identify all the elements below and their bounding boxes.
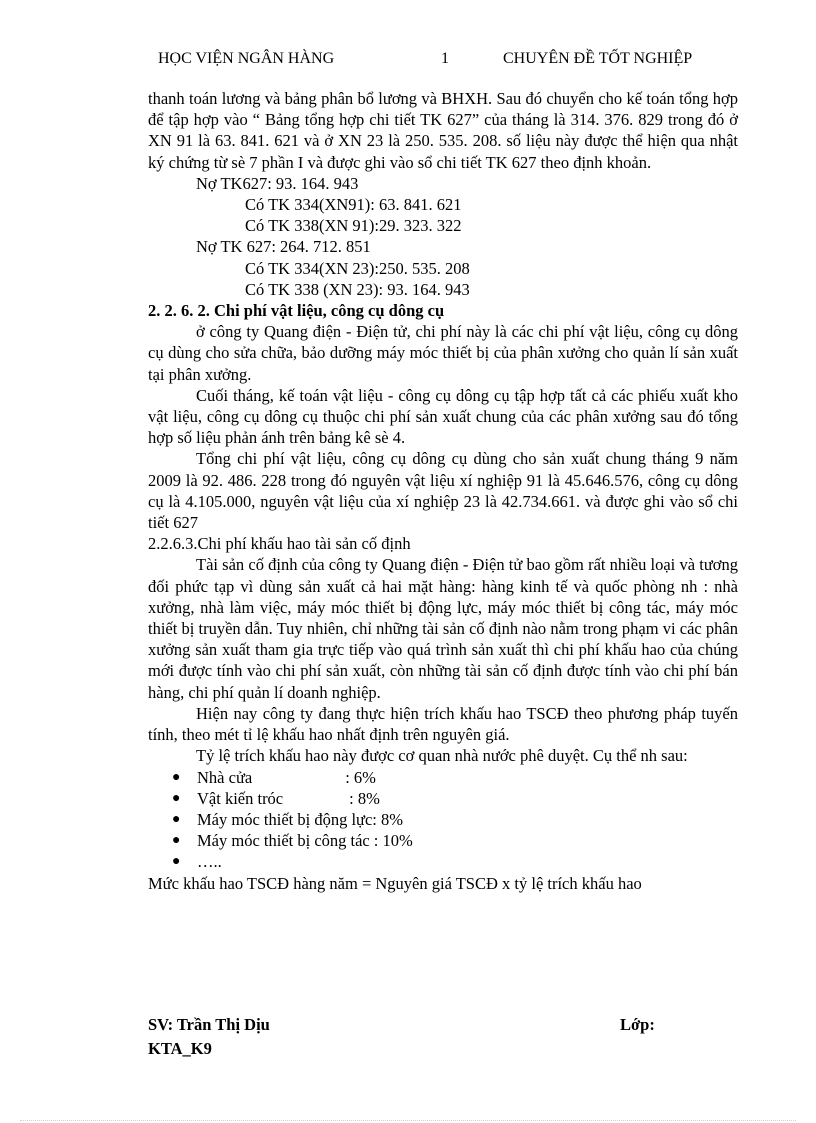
document-body <box>148 88 738 894</box>
section-heading-materials: 2. 2. 6. 2. Chi phí vật liệu, công cụ dông cụ <box>148 301 445 321</box>
paragraph-materials-3: Tổng chi phí vật liệu, công cụ dông cụ dùng cho sản xuất chung tháng 9 năm 2009 là 92. 486. 228 trong đó nguyên vật liệu xí nghiệp 91 là 45.646.576, công cụ dông cụ là 4.105.000, nguyên vật liệu của xí nghiệp 23 là 42.734.661. và được ghi vào sổ chi tiết 627 <box>148 449 738 533</box>
header-title: CHUYÊN ĐỀ TỐT NGHIỆP <box>503 50 693 67</box>
rate-label: ….. <box>197 852 222 872</box>
depreciation-formula: Mức khấu hao TSCĐ hàng năm = Nguyên giá TSCĐ x tỷ lệ trích khấu hao <box>148 873 642 893</box>
entry-debit-2: Nợ TK 627: 264. 712. 851 <box>196 237 371 257</box>
rate-label: Nhà cửa <box>197 767 253 787</box>
entry-credit-1a: Có TK 334(XN91): 63. 841. 621 <box>245 195 462 215</box>
bullet-icon: ● <box>172 854 181 870</box>
paragraph-depreciation-2: Hiện nay công ty đang thực hiện trích khấu hao TSCĐ theo phương pháp tuyến tính, theo mét tỉ lệ khấu hao nhất định trên nguyên giá. <box>148 703 738 745</box>
bullet-icon: ● <box>172 811 181 827</box>
rate-label: Máy móc thiết bị động lực <box>197 809 373 829</box>
paragraph-intro: thanh toán lương và bảng phân bổ lương và BHXH. Sau đó chuyển cho kế toán tổng hợp để tập hợp vào “ Bảng tổng hợp chi tiết TK 627” của tháng là 314. 376. 829 trong đó ở XN 91 là 63. 841. 621 và ở XN 23 là 250. 535. 208. số liệu này được thể hiện qua nhật ký chứng từ sè 7 phần I và được ghi vào sổ chi tiết TK 627 theo định khoản. <box>148 89 738 172</box>
bullet-icon: ● <box>172 790 181 806</box>
section-heading-depreciation: 2.2.6.3.Chi phí khấu hao tài sản cố định <box>148 534 411 554</box>
depreciation-rate-list <box>148 767 738 873</box>
rate-value: : 8% <box>349 788 380 808</box>
bullet-icon: ● <box>172 833 181 849</box>
entry-credit-1b: Có TK 338(XN 91):29. 323. 322 <box>245 216 462 236</box>
page-header <box>0 50 816 72</box>
entry-credit-2b: Có TK 338 (XN 23): 93. 164. 943 <box>245 279 470 299</box>
page-footer <box>148 1013 738 1061</box>
list-item <box>148 767 738 788</box>
header-institution: HỌC VIỆN NGÂN HÀNG <box>158 50 335 67</box>
list-item <box>148 851 738 872</box>
class-code: KTA_K9 <box>148 1039 212 1058</box>
entry-credit-2a: Có TK 334(XN 23):250. 535. 208 <box>245 258 470 278</box>
list-item <box>148 809 738 830</box>
rate-value: : 10% <box>373 831 413 851</box>
bullet-icon: ● <box>172 769 181 785</box>
page-bottom-border <box>20 1120 796 1121</box>
rate-value: : 6% <box>345 767 376 787</box>
student-name: SV: Trần Thị Dịu <box>148 1015 270 1034</box>
paragraph-depreciation-3: Tỷ lệ trích khấu hao này được cơ quan nhà nước phê duyệt. Cụ thể nh sau: <box>196 746 688 766</box>
paragraph-materials-2: Cuối tháng, kế toán vật liệu - công cụ dông cụ tập hợp tất cả các phiếu xuất kho vật liệu, công cụ dông cụ thuộc chi phí sản xuất chung của các phân xưởng sau đó tổng hợp số liệu phản ánh trên bảng kê sè 4. <box>148 385 738 448</box>
rate-value: : 8% <box>372 809 404 829</box>
paragraph-materials-1: ở công ty Quang điện - Điện tử, chi phí này là các chi phí vật liệu, công cụ dông cụ dùng cho sửa chữa, bảo dưỡng máy móc thiết bị của phân xưởng cho quản lí sản xuất tại phân xưởng. <box>148 322 738 384</box>
entry-debit-1: Nợ TK627: 93. 164. 943 <box>196 173 359 193</box>
list-item <box>148 830 738 851</box>
rate-label: Máy móc thiết bị công tác <box>197 831 370 851</box>
class-label: Lớp: <box>620 1015 655 1034</box>
page-number: 1 <box>441 50 449 67</box>
paragraph-depreciation-1: Tài sản cố định của công ty Quang điện - Điện tử bao gồm rất nhiều loại và tương đối phức tạp vì dùng sản xuất cả hai mặt hàng: hàng kinh tế và quốc phòng nh : nhà xưởng, nhà làm việc, máy móc thiết bị động lực, máy móc thiết bị công tác, máy móc thiết bị truyền dẫn. Tuy nhiên, chỉ những tài sản cố định nào nằm trong phạm vi các phân xưởng sản xuất tham gia trực tiếp vào quá trình sản xuất thì chi phí khấu hao của chúng mới được tính vào chi phí sản xuất, còn những tài sản cố định được tính vào chi phí bán hàng, chi phí quản lí doanh nghiệp. <box>148 555 738 702</box>
rate-label: Vật kiến tróc <box>197 788 284 808</box>
list-item <box>148 788 738 809</box>
